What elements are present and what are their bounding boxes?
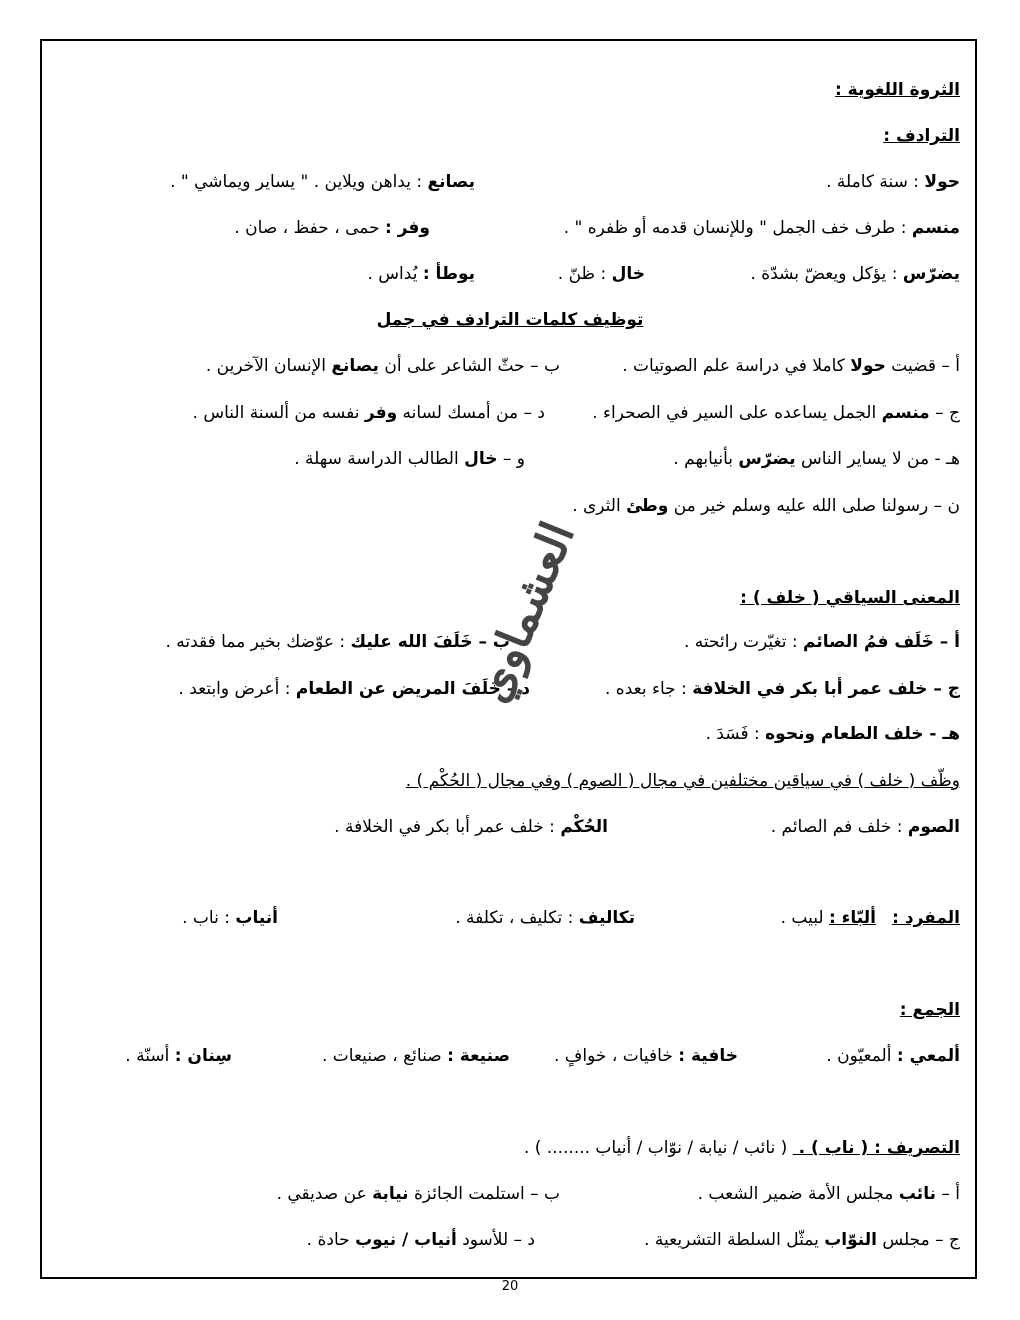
singular-entry: تكاليف : تكليف ، تكلفة . [455,908,635,928]
context-entry: ب – خَلَفَ الله عليك : عوّضك بخير مما فقدته . [165,632,510,652]
watermark: العشماوي [464,514,585,710]
usage-sentence: ن – رسولنا صلى الله عليه وسلم خير من وطئ الثرى . [572,496,960,516]
singular-entry: أنياب : ناب . [182,908,278,928]
usage-sentence: د – من أمسك لسانه وفر نفسه من ألسنة الناس . [192,403,545,423]
context-entry: هـ - خلف الطعام ونحوه : فَسَدَ . [705,724,960,744]
plural-entry: ألمعي : ألمعيّون . [826,1046,960,1066]
conjugation-sentence: ب – استلمت الجائزة نيابة عن صديقي . [276,1184,560,1204]
synonyms-heading: الترادف : [883,126,960,146]
conjugation-sentence: أ – نائب مجلس الأمة ضمير الشعب . [697,1184,960,1204]
singular-row: المفرد : ألبّاء : لبيب . [780,908,960,928]
context-example: الصوم : خلف فم الصائم . [770,817,960,837]
plural-entry: صنيعة : صنائع ، صنيعات . [321,1046,510,1066]
context-task: وظّف ( خلف ) في سياقين مختلفين في مجال ( الصوم ) وفي مجال ( الحُكْم ) . [405,771,960,791]
synonym-entry: منسم : طرف خف الجمل " وللإنسان قدمه أو ظفره " . [563,218,960,238]
conjugation-sentence: ج – مجلس النوّاب يمثّل السلطة التشريعية . [644,1230,960,1250]
context-example: الحُكْم : خلف عمر أبا بكر في الخلافة . [334,817,608,837]
usage-heading: توظيف كلمات الترادف في جمل [376,310,644,330]
usage-sentence: ب – حثّ الشاعر على أن يصانع الإنسان الآخرين . [205,356,560,376]
usage-sentence: أ – قضيت حولا كاملا في دراسة علم الصوتيات . [622,356,960,376]
synonym-entry: يوطأ : يُداس . [367,264,475,284]
context-heading: المعنى السياقي ( خلف ) : [740,588,960,608]
synonym-entry: وفر : حمى ، حفظ ، صان . [234,218,430,238]
plural-entry: سِنان : أسنّة . [125,1046,232,1066]
conjugation-row: التصريف : ( ناب ) . ( نائب / نيابة / نوّاب / أنياب ........ ) . [523,1138,960,1158]
synonym-entry: خال : ظنّ . [557,264,645,284]
synonym-entry: حولا : سنة كاملة . [826,172,960,192]
usage-sentence: هـ - من لا يساير الناس يضرّس بأنيابهم . [673,449,960,469]
vocab-heading: الثروة اللغوية : [834,80,960,100]
synonym-entry: يصانع : يداهن ويلاين . " يساير ويماشي " . [170,172,475,192]
context-entry: ج – خلف عمر أبا بكر في الخلافة : جاء بعده . [605,679,960,699]
context-entry: أ – خَلَف فمُ الصائم : تغيّرت رائحته . [683,632,960,652]
plural-entry: خافية : خافيات ، خوافٍ . [553,1046,738,1066]
conjugation-sentence: د – للأسود أنياب / نيوب حادة . [306,1230,535,1250]
context-entry: د – خَلَفَ المريض عن الطعام : أعرض وابتعد . [178,679,530,699]
usage-sentence: ج – منسم الجمل يساعده على السير في الصحراء . [592,403,960,423]
synonym-entry: يضرّس : يؤكل ويعضّ بشدّة . [750,264,960,284]
usage-sentence: و – خال الطالب الدراسة سهلة . [294,449,525,469]
page-number: 20 [501,1279,519,1294]
plural-heading: الجمع : [899,1000,960,1020]
